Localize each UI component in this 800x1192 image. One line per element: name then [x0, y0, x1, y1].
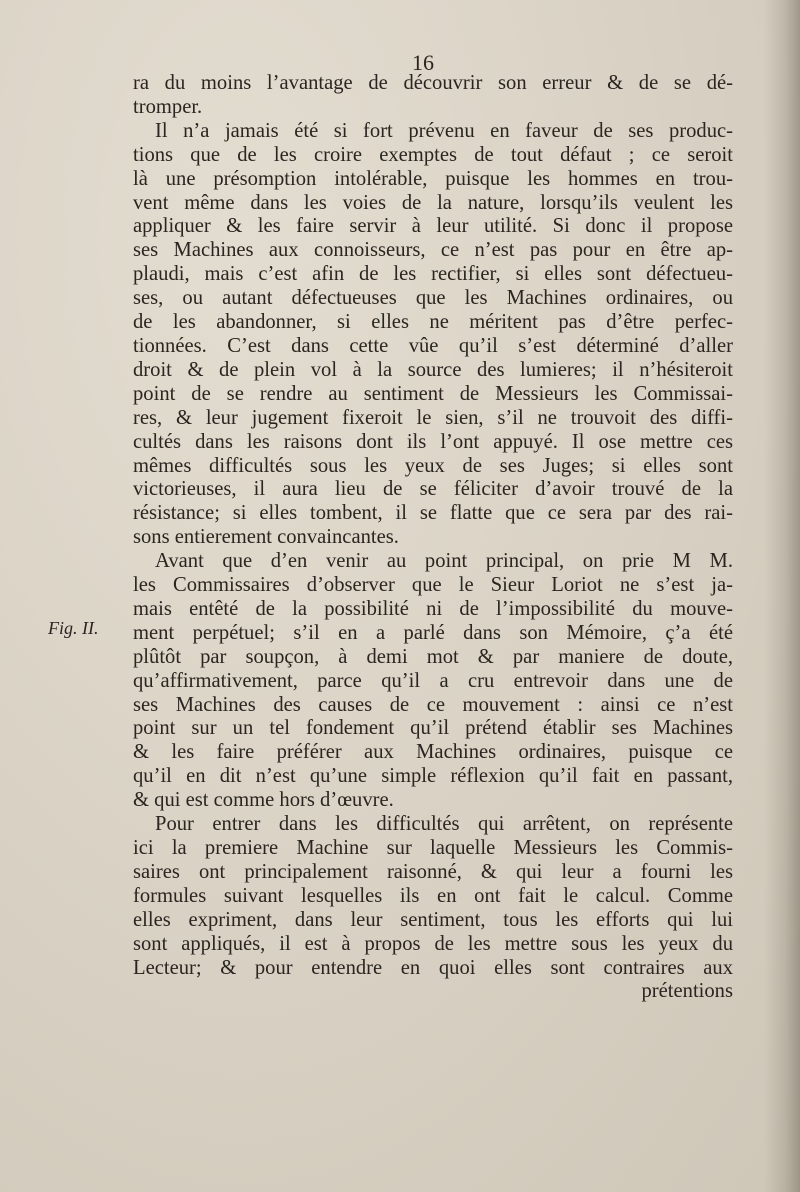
- text-line: qu’affirmativement, parce qu’il a cru entrevoir dans une de: [133, 669, 733, 692]
- text-line: là une présomption intolérable, puisque les hommes en trou-: [133, 167, 733, 190]
- catchword: prétentions: [641, 980, 733, 1003]
- text-line: mêmes difficultés sous les yeux de ses Juges; si elles sont: [133, 454, 733, 477]
- text-line: cultés dans les raisons dont ils l’ont appuyé. Il ose mettre ces: [133, 430, 733, 453]
- margin-note-figure: Fig. II.: [48, 618, 99, 638]
- body-text: [133, 72, 733, 1004]
- text-line: ici la premiere Machine sur laquelle Messieurs les Commis-: [133, 837, 733, 859]
- text-line: tromper.: [133, 95, 203, 118]
- text-line: appliquer & les faire servir à leur utilité. Si donc il propose: [133, 215, 733, 238]
- text-line: formules suivant lesquelles ils en ont fait le calcul. Comme: [133, 884, 733, 907]
- text-line: tionnées. C’est dans cette vûe qu’il s’est déterminé d’aller: [133, 334, 733, 357]
- text-line: victorieuses, il aura lieu de se féliciter d’avoir trouvé de la: [133, 478, 733, 501]
- text-line: résistance; si elles tombent, il se flatte que ce sera par des rai-: [133, 502, 733, 525]
- text-line: ses, ou autant défectueuses que les Machines ordinaires, ou: [133, 287, 733, 310]
- text-line: vent même dans les voies de la nature, lorsqu’ils veulent les: [133, 191, 733, 214]
- text-line: point sur un tel fondement qu’il prétend établir ses Machines: [133, 717, 733, 740]
- page-number: 16: [412, 50, 434, 75]
- text-line: saires ont principalement raisonné, & qui leur a fourni les: [133, 860, 733, 883]
- text-line: Avant que d’en venir au point principal, on prie M M.: [155, 550, 733, 573]
- text-line: mais entêté de la possibilité ni de l’impossibilité du mouve-: [133, 597, 733, 620]
- text-line: ra du moins l’avantage de découvrir son erreur & de se dé-: [133, 72, 733, 94]
- text-line: ses Machines des causes de ce mouvement : ainsi ce n’est: [133, 693, 733, 716]
- text-line: de les abandonner, si elles ne méritent pas d’être perfec-: [133, 311, 733, 334]
- text-line: point de se rendre au sentiment de Messieurs les Commissai-: [133, 382, 733, 405]
- text-line: sons entierement convaincantes.: [133, 526, 399, 549]
- text-line: plaudi, mais c’est afin de les rectifier, si elles sont défectueu-: [133, 263, 733, 286]
- text-line: ses Machines aux connoisseurs, ce n’est pas pour en être ap-: [133, 239, 733, 262]
- text-line: Il n’a jamais été si fort prévenu en faveur de ses produc-: [155, 119, 733, 142]
- text-line: Pour entrer dans les difficultés qui arrêtent, on représente: [155, 813, 733, 836]
- text-line: res, & leur jugement fixeroit le sien, s’il ne trouvoit des diffi-: [133, 406, 733, 429]
- text-line: Lecteur; & pour entendre en quoi elles sont contraires aux: [133, 956, 733, 979]
- text-line: & les faire préférer aux Machines ordinaires, puisque ce: [133, 741, 733, 764]
- text-line: plûtôt par soupçon, à demi mot & par maniere de doute,: [133, 645, 733, 668]
- text-line: qu’il en dit n’est qu’une simple réflexion qu’il fait en passant,: [133, 765, 733, 788]
- text-line: tions que de les croire exemptes de tout défaut ; ce seroit: [133, 143, 733, 166]
- text-line: & qui est comme hors d’œuvre.: [133, 789, 394, 812]
- text-line: droit & de plein vol à la source des lumieres; il n’hésiteroit: [133, 358, 733, 381]
- text-line: les Commissaires d’observer que le Sieur Loriot ne s’est ja-: [133, 574, 733, 597]
- text-line: elles expriment, dans leur sentiment, tous les efforts qui lui: [133, 908, 733, 931]
- page-edge-shadow: [764, 0, 800, 1192]
- text-line: sont appliqués, il est à propos de les mettre sous les yeux du: [133, 932, 733, 955]
- text-line: ment perpétuel; s’il en a parlé dans son Mémoire, ç’a été: [133, 621, 733, 644]
